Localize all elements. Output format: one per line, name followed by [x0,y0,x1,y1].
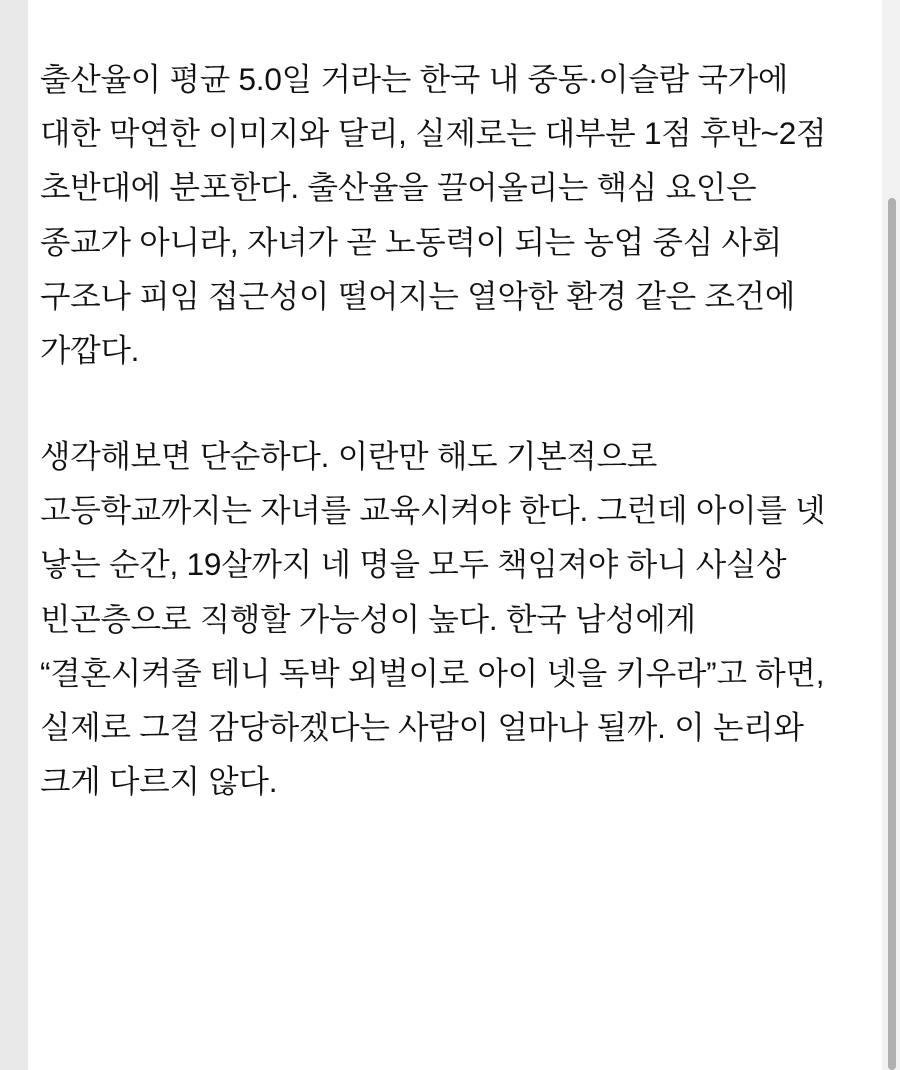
left-edge-rail [0,0,28,1070]
article-body [28,0,882,1070]
paragraph-2: 생각해보면 단순하다. 이란만 해도 기본적으로 고등학교까지는 자녀를 교육시켜야 한다. 그런데 아이를 넷 낳는 순간, 19살까지 네 명을 모두 책임져야 하니 사실상 빈곤층으로 직행할 가능성이 높다. 한국 남성에게 “결혼시켜줄 테니 독박 외벌이로 아이 넷을 키우라”고 하면, 실제로 그걸 감당하겠다는 사람이 얼마나 될까. 이 논리와 크게 다르지 않다. [40,438,826,800]
scrollbar-thumb[interactable] [888,198,896,1070]
paragraph-1: 출산율이 평균 5.0일 거라는 한국 내 중동·이슬람 국가에 대한 막연한 이미지와 달리, 실제로는 대부분 1점 후반~2점 초반대에 분포한다. 출산율을 끌어올리는 핵심 요인은 종교가 아니라, 자녀가 곧 노동력이 되는 농업 중심 사회 구조나 피임 접근성이 떨어지는 열악한 환경 같은 조건에 가깝다. [40,61,827,368]
vertical-scrollbar[interactable] [882,0,900,1070]
